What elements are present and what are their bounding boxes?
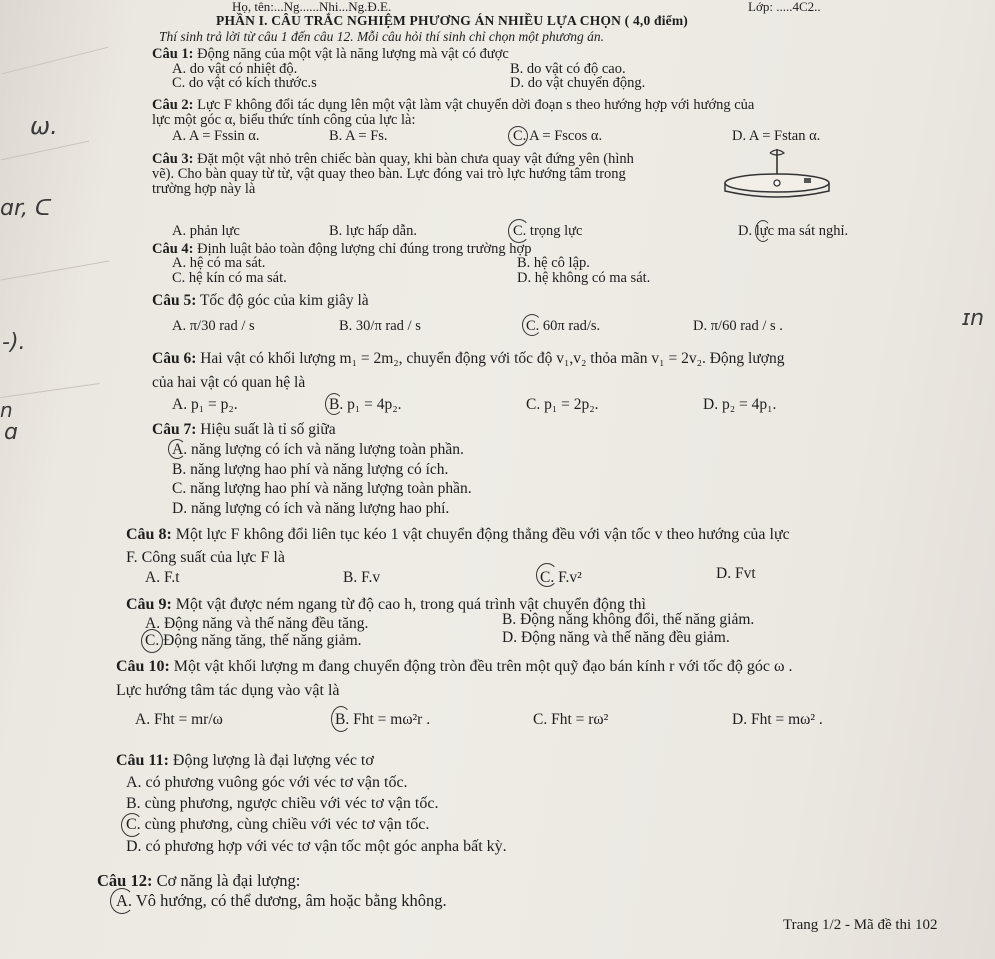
background-line (2, 47, 109, 75)
answer-circle (141, 629, 163, 653)
q4-option-b[interactable]: B. hệ cô lập. (517, 255, 590, 271)
margin-handwriting: ɑ (4, 420, 18, 445)
q1-option-b[interactable]: B. do vật có độ cao. (510, 61, 626, 77)
question-10-cont: Lực hướng tâm tác dụng vào vật là (116, 682, 340, 699)
q9-option-c[interactable]: C. Động năng tăng, thế năng giảm. (145, 632, 362, 649)
answer-circle (325, 393, 343, 415)
margin-handwriting: -). (2, 330, 26, 355)
background-line (1, 260, 110, 280)
instruction: Thí sinh trả lời từ câu 1 đến câu 12. Mỗi câu hỏi thí sinh chỉ chọn một phương án. (159, 29, 604, 44)
question-3-cont2: trường hợp này là (152, 181, 256, 197)
q9-option-a[interactable]: A. Động năng và thế năng đều tăng. (145, 615, 369, 632)
question-1: Câu 1: Động năng của một vật là năng lượng mà vật có được (152, 46, 509, 62)
margin-handwriting: ɑr, ᑕ (0, 196, 52, 221)
q7-option-a[interactable]: A. năng lượng có ích và năng lượng toàn phần. (172, 441, 464, 458)
answer-circle (331, 706, 351, 732)
q3-option-c[interactable]: C. trọng lực (513, 223, 583, 239)
question-9: Câu 9: Một vật được ném ngang từ độ cao h, trong quá trình vật chuyển động thì (126, 596, 646, 613)
q11-option-a[interactable]: A. có phương vuông góc với véc tơ vận tốc. (126, 774, 408, 791)
question-6-cont: của hai vật có quan hệ là (152, 374, 306, 391)
q5-option-c[interactable]: C. 60π rad/s. (526, 318, 601, 334)
answer-circle (508, 219, 530, 243)
answer-circle (508, 126, 528, 146)
q8-option-b[interactable]: B. F.v (343, 569, 381, 586)
background-line (0, 383, 99, 398)
q12-option-a[interactable]: A. Vô hướng, có thể dương, âm hoặc bằng không. (116, 891, 447, 910)
margin-handwriting: ɪn (962, 306, 985, 331)
q8-option-d[interactable]: D. Fvt (716, 565, 756, 582)
q6-option-b[interactable]: B. p₁ = 4p₂. (329, 396, 402, 413)
q4-option-c[interactable]: C. hệ kín có ma sát. (172, 270, 287, 286)
student-name-line: Họ, tên:...Ng......Nhi...Ng.Đ.E. (232, 0, 392, 14)
class-line: Lớp: .....4C2.. (748, 0, 821, 14)
question-2: Câu 2: Lực F không đổi tác dụng lên một vật làm vật chuyển dời đoạn s theo hướng hợp với hướng của (152, 97, 755, 113)
q1-option-c[interactable]: C. do vật có kích thước.s (172, 75, 317, 91)
q9-option-b[interactable]: B. Động năng không đổi, thế năng giảm. (502, 611, 755, 628)
q6-option-d[interactable]: D. p₂ = 4p₁. (703, 396, 777, 413)
q10-option-c[interactable]: C. Fht = rω² (533, 711, 609, 728)
q2-option-c[interactable]: C. A = Fscos α. (513, 128, 603, 144)
margin-handwriting: ω. (30, 112, 58, 140)
q10-option-a[interactable]: A. Fht = mr/ω (135, 711, 223, 728)
q11-option-b[interactable]: B. cùng phương, ngược chiều với véc tơ vận tốc. (126, 795, 439, 812)
question-12: Câu 12: Cơ năng là đại lượng: (97, 871, 301, 890)
q4-option-a[interactable]: A. hệ có ma sát. (172, 255, 266, 271)
question-2-cont: lực một góc α, biểu thức tính công của lực là: (152, 112, 416, 128)
q2-option-b[interactable]: B. A = Fs. (329, 128, 388, 144)
question-7: Câu 7: Hiệu suất là tỉ số giữa (152, 421, 336, 438)
q10-option-d[interactable]: D. Fht = mω² . (732, 711, 823, 728)
answer-circle (755, 220, 771, 242)
question-8: Câu 8: Một lực F không đổi liên tục kéo 1 vật chuyển động thẳng đều với vận tốc v theo hướng của lực (126, 526, 790, 543)
question-3: Câu 3: Đặt một vật nhỏ trên chiếc bàn quay, khi bàn chưa quay vật đứng yên (hình (152, 151, 634, 167)
q6-option-a[interactable]: A. p₁ = p₂. (172, 396, 238, 413)
section-title: PHẦN I. CÂU TRẮC NGHIỆM PHƯƠNG ÁN NHIỀU LỰA CHỌN ( 4,0 điểm) (216, 13, 688, 28)
q3-option-a[interactable]: A. phản lực (172, 223, 240, 239)
answer-circle (110, 888, 134, 914)
q11-option-c[interactable]: C. cùng phương, cùng chiều với véc tơ vận tốc. (126, 816, 430, 833)
q2-option-a[interactable]: A. A = Fssin α. (172, 128, 260, 144)
question-8-cont: F. Công suất của lực F là (126, 549, 285, 566)
q5-option-d[interactable]: D. π/60 rad / s . (693, 318, 783, 334)
q8-option-c[interactable]: C. F.v² (540, 569, 582, 586)
q4-option-d[interactable]: D. hệ không có ma sát. (517, 270, 651, 286)
q11-option-d[interactable]: D. có phương hợp với véc tơ vận tốc một góc anpha bất kỳ. (126, 838, 507, 855)
q3-option-d[interactable]: D. lực ma sát nghỉ. (738, 223, 849, 239)
q7-option-b[interactable]: B. năng lượng hao phí và năng lượng có ích. (172, 461, 449, 478)
q1-option-a[interactable]: A. do vật có nhiệt độ. (172, 61, 298, 77)
answer-circle (121, 813, 143, 837)
question-3-cont: vẽ). Cho bàn quay từ từ, vật quay theo bàn. Lực đóng vai trò lực hướng tâm trong (152, 166, 626, 182)
q2-option-d[interactable]: D. A = Fstan α. (732, 128, 821, 144)
q8-option-a[interactable]: A. F.t (145, 569, 180, 586)
answer-circle (536, 563, 558, 587)
q1-option-d[interactable]: D. do vật chuyển động. (510, 75, 646, 91)
question-6: Câu 6: Hai vật có khối lượng m₁ = 2m₂, chuyển động với tốc độ v₁,v₂ thỏa mãn v₁ = 2v₂. Động lượng (152, 350, 785, 367)
answer-circle (522, 314, 542, 336)
q3-option-b[interactable]: B. lực hấp dẫn. (329, 223, 417, 239)
question-10: Câu 10: Một vật khối lượng m đang chuyển động tròn đều trên một quỹ đạo bán kính r với tốc độ góc ω . (116, 658, 793, 675)
question-5: Câu 5: Tốc độ góc của kim giây là (152, 292, 369, 309)
q7-option-d[interactable]: D. năng lượng có ích và năng lượng hao phí. (172, 500, 450, 517)
page-footer: Trang 1/2 - Mã đề thi 102 (783, 917, 938, 933)
margin-handwriting: n (0, 398, 13, 422)
q5-option-b[interactable]: B. 30/π rad / s (339, 318, 421, 334)
q5-option-a[interactable]: A. π/30 rad / s (172, 318, 255, 334)
question-4: Câu 4: Định luật bảo toàn động lượng chỉ đúng trong trường hợp (152, 241, 532, 257)
q7-option-c[interactable]: C. năng lượng hao phí và năng lượng toàn phần. (172, 480, 472, 497)
answer-circle (168, 439, 186, 459)
q6-option-c[interactable]: C. p₁ = 2p₂. (526, 396, 599, 413)
q9-option-d[interactable]: D. Động năng và thế năng đều giảm. (502, 629, 730, 646)
background-line (1, 141, 89, 161)
q10-option-b[interactable]: B. Fht = mω²r . (335, 711, 431, 728)
turntable-figure (720, 145, 835, 207)
question-11: Câu 11: Động lượng là đại lượng véc tơ (116, 752, 374, 769)
